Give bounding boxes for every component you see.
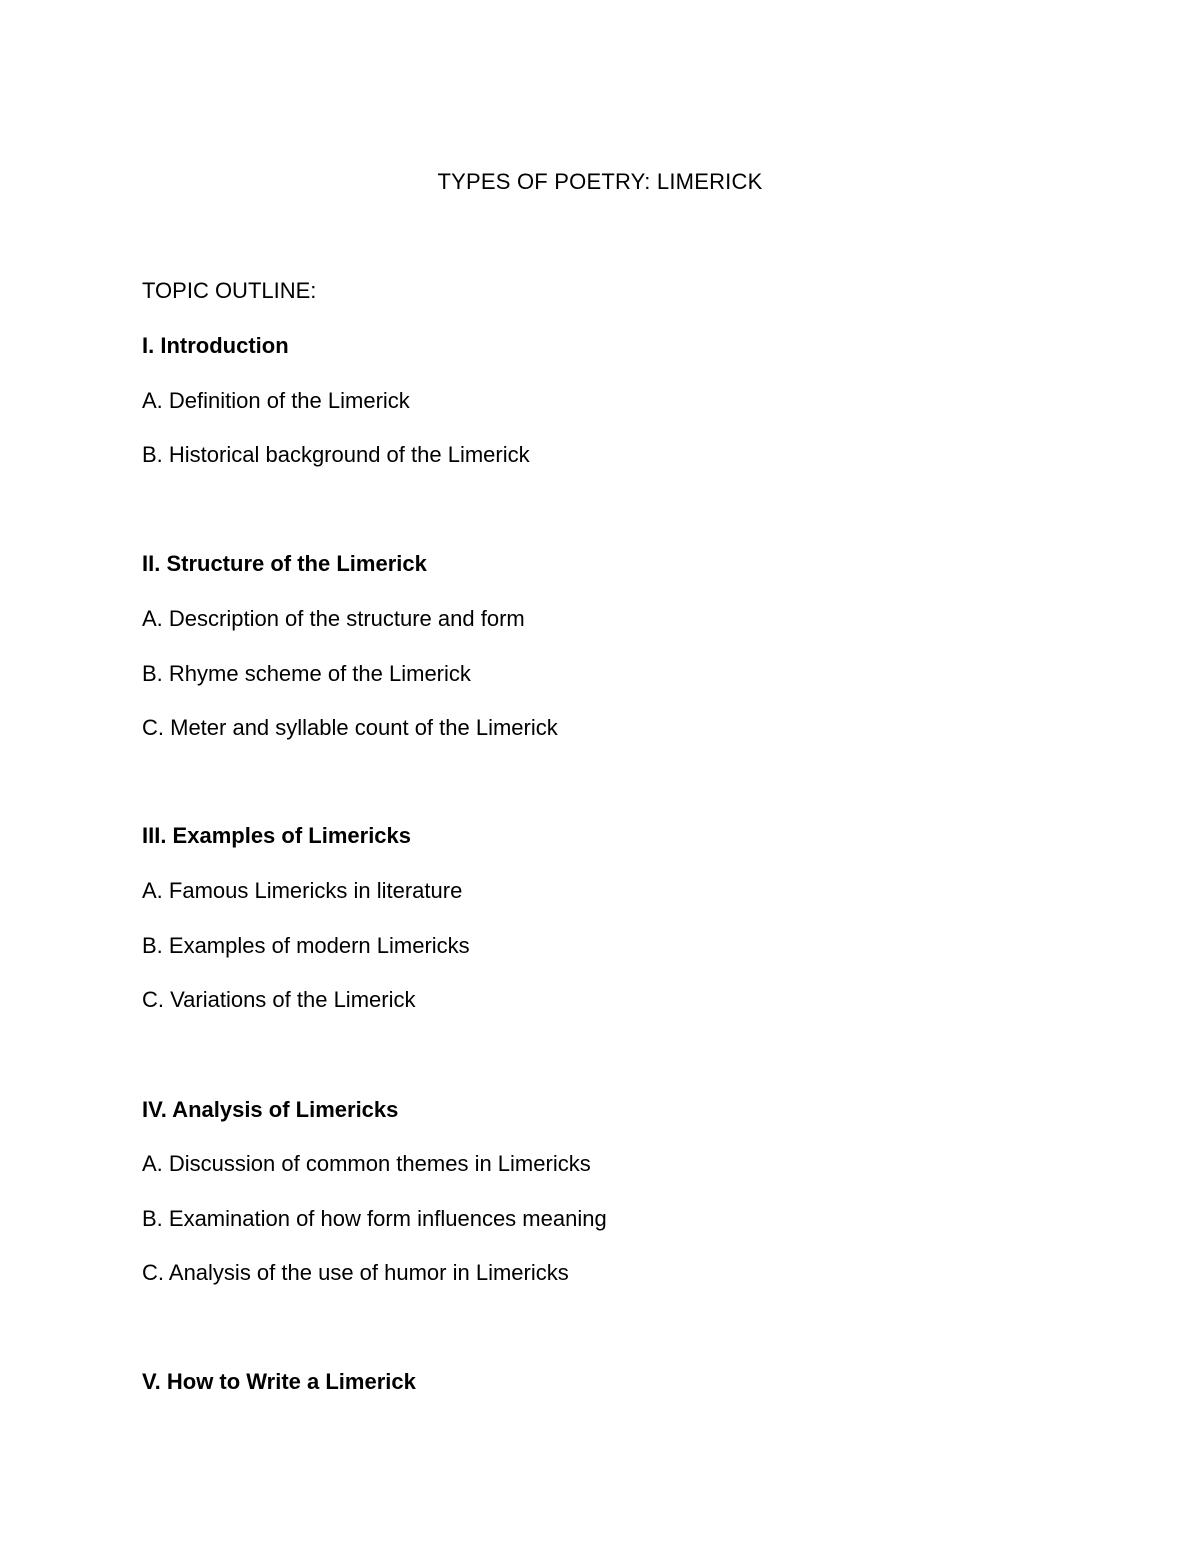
section-heading-analysis: IV. Analysis of Limericks: [142, 1097, 399, 1122]
document-title: TYPES OF POETRY: LIMERICK: [437, 169, 763, 194]
outline-item: B. Historical background of the Limerick: [142, 442, 530, 467]
section-heading-introduction: I. Introduction: [142, 333, 289, 358]
outline-item: C. Variations of the Limerick: [142, 987, 416, 1012]
outline-item: C. Meter and syllable count of the Limerick: [142, 715, 558, 740]
outline-item: C. Analysis of the use of humor in Limericks: [142, 1260, 569, 1285]
outline-item: A. Discussion of common themes in Limericks: [142, 1151, 591, 1176]
outline-item: B. Rhyme scheme of the Limerick: [142, 661, 471, 686]
outline-item: A. Definition of the Limerick: [142, 388, 410, 413]
outline-item: B. Examples of modern Limericks: [142, 933, 470, 958]
section-heading-structure: II. Structure of the Limerick: [142, 551, 427, 576]
outline-item: A. Famous Limericks in literature: [142, 878, 463, 903]
outline-label: TOPIC OUTLINE:: [142, 278, 317, 303]
section-heading-examples: III. Examples of Limericks: [142, 823, 412, 848]
outline-item: B. Examination of how form influences meaning: [142, 1206, 607, 1231]
outline-item: A. Description of the structure and form: [142, 606, 525, 631]
section-heading-how-to-write: V. How to Write a Limerick: [142, 1369, 416, 1394]
